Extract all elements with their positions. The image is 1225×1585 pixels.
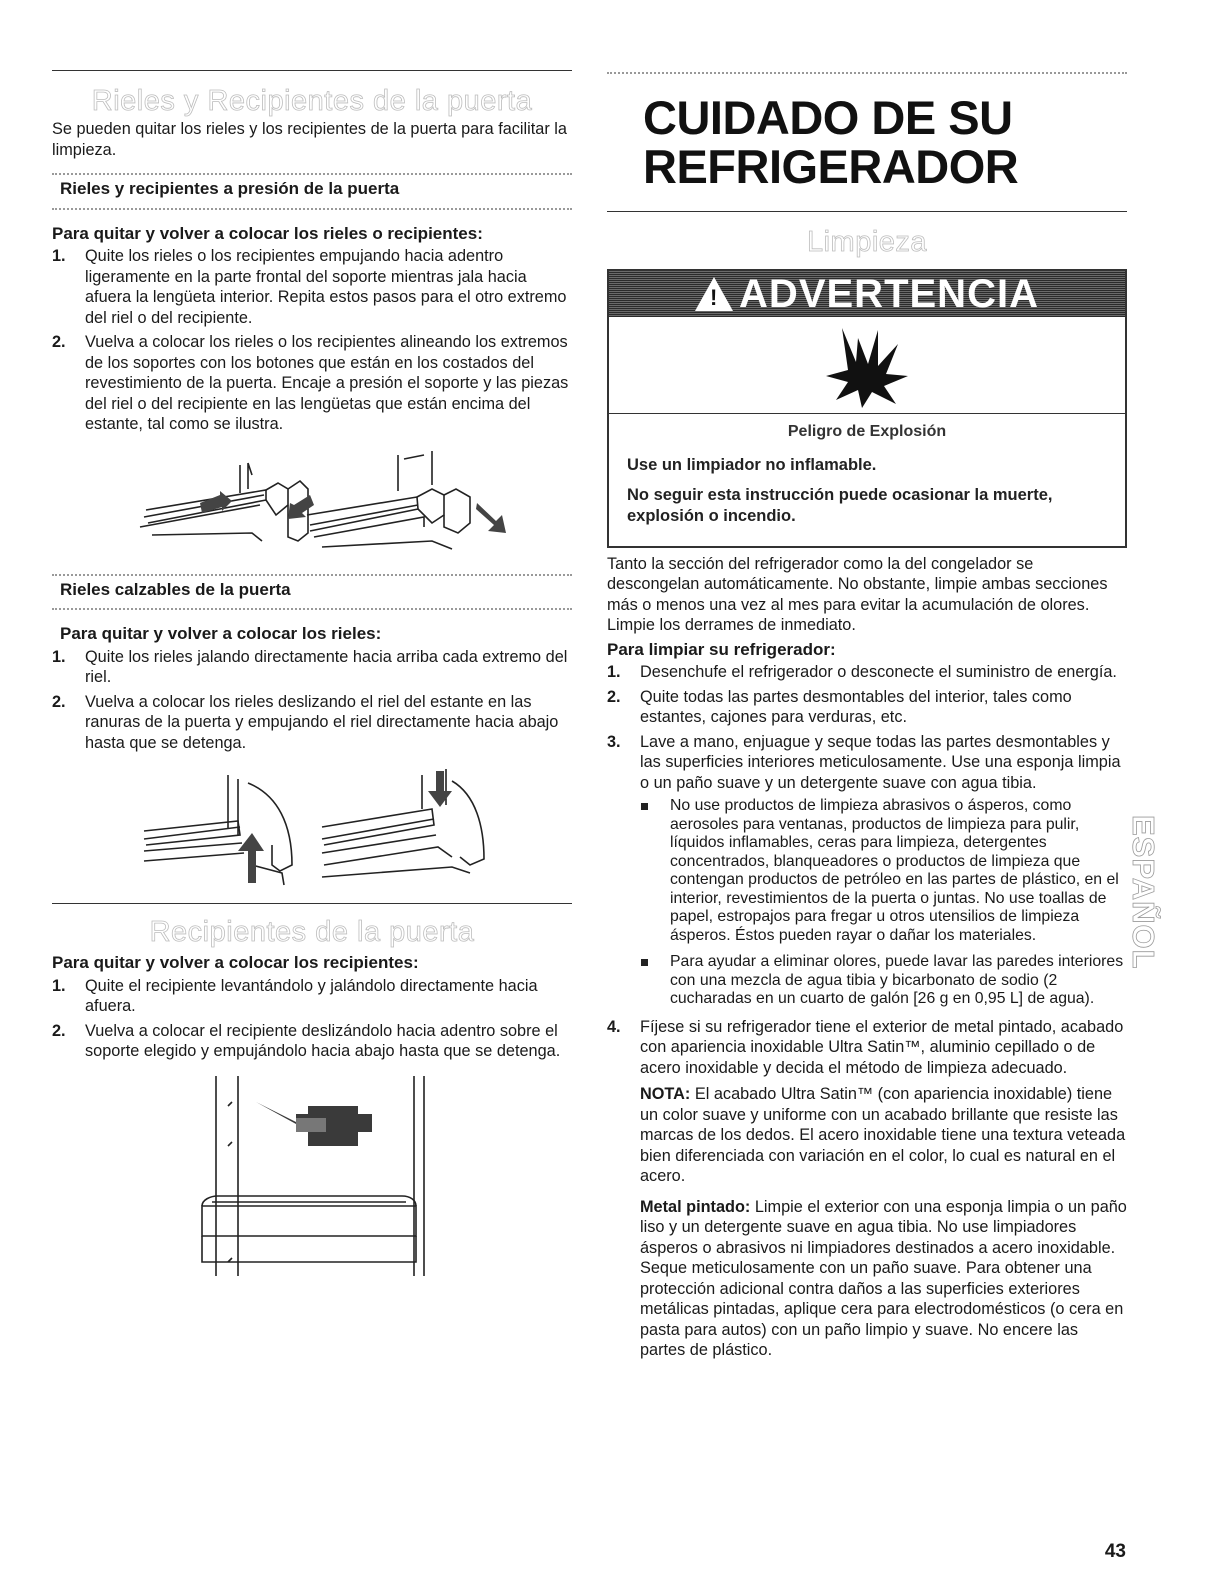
door-bins-steps	[52, 976, 572, 1062]
list-item: 1. Quite los rieles jalando directamente hacia arriba cada extremo del riel.	[52, 647, 568, 686]
list-item: 2. Vuelva a colocar los rieles o los recipientes alineando los extremos de los soportes con los botones que están en los costados del revestimiento de la puerta. Encaje a presión el soporte y las piezas del riel o del recipiente en las lengüetas que están encima del estante, tal como se ilustra.	[52, 333, 569, 433]
list-item: 1. Quite el recipiente levantándolo y jalándolo directamente hacia afuera.	[52, 976, 538, 1015]
door-rails-intro: Se pueden quitar los rieles y los recipientes de la puerta para facilitar la limpieza.	[52, 120, 567, 159]
warning-box	[607, 269, 1127, 548]
divider	[52, 574, 572, 576]
section-title-door-bins: Recipientes de la puerta	[149, 916, 475, 948]
warning-consequence: No seguir esta instrucción puede ocasionar la muerte, explosión o incendio.	[627, 485, 1053, 525]
page-title-line-2: REFRIGERADOR	[643, 140, 1019, 193]
warning-symbol-area	[609, 317, 1125, 414]
subheading-snap-rails: Rieles y recipientes a presión de la puerta	[60, 179, 400, 198]
list-item: 1. Quite los rieles o los recipientes empujando hacia adentro ligeramente en la parte frontal del soporte mientras jala hacia afuera la lengüeta interior. Repita estos pasos para el otro extremo del riel o del recipiente.	[52, 247, 567, 327]
divider	[52, 608, 572, 610]
language-side-tab	[1126, 815, 1161, 1033]
subheading-slide-rails: Rieles calzables de la puerta	[60, 579, 291, 599]
painted-metal-paragraph: Metal pintado: Limpie el exterior con una esponja limpia o un paño liso y un detergente suave en agua tibia. No use limpiadores ásperos o abrasivos ni limpiadores destinados a acero inoxidable. Seque meticulosamente con un paño suave. Para obtener una protección adicional contra daños a las superficies exteriores metálicas pintadas, aplique cera para electrodomésticos (o cera en pasta para autos) con un paño limpio y suave. No encere las partes de plástico.	[640, 1197, 1127, 1359]
divider	[52, 173, 572, 175]
section-rule	[52, 903, 572, 904]
note-label: NOTA:	[640, 1085, 691, 1103]
section-title-cleaning: Limpieza	[806, 226, 928, 258]
top-rule	[52, 70, 572, 71]
cleaning-notes	[640, 797, 1127, 1009]
section-title-door-rails: Rieles y Recipientes de la puerta	[91, 85, 533, 117]
slide-rails-instructions-heading: Para quitar y volver a colocar los rieles:	[60, 624, 382, 643]
top-dotted-rule	[607, 72, 1127, 74]
right-column	[607, 0, 1127, 1365]
warning-triangle-icon	[695, 277, 733, 311]
list-item: 2. Vuelva a colocar los rieles deslizando el riel del estante en las ranuras de la puerta y empujando el riel directamente hacia abajo hasta que se detenga.	[52, 692, 559, 752]
snap-rails-steps	[52, 246, 572, 435]
list-item: 2. Quite todas las partes desmontables del interior, tales como estantes, cajones para verduras, etc.	[607, 687, 1072, 726]
bullet-item: Para ayudar a eliminar olores, puede lavar las paredes interiores con una mezcla de agua tibia y bicarbonato de sodio (2 cucharadas en un cuarto de galón [26 g en 0,95 L] de agua).	[640, 953, 1127, 1009]
page-title-line-1: CUIDADO DE SU	[643, 91, 1013, 144]
door-bin-illustration	[52, 1076, 572, 1286]
explosion-icon	[812, 320, 922, 410]
note-paragraph: NOTA: El acabado Ultra Satin™ (con apariencia inoxidable) tiene un color suave y uniforme con un acabado brillante que resiste las marcas de los dedos. El acero inoxidable tiene una textura veteada bien diferenciada con variación en el color, lo cual es natural en el acero.	[640, 1085, 1126, 1185]
warning-header	[609, 271, 1125, 317]
divider	[52, 208, 572, 210]
left-column	[52, 0, 572, 1286]
hazard-type: Peligro de Explosión	[787, 423, 947, 440]
snap-rail-illustration	[52, 445, 572, 560]
list-item: 3. Lave a mano, enjuague y seque todas las partes desmontables y las superficies interiores meticulosamente. Use una esponja limpia o un paño suave y un detergente suave con agua tibia. No use productos de limpieza abrasivos o ásperos, como aerosoles para ventanas, productos de limpieza para pulir, líquidos inflamables, ceras para limpieza, detergentes concentrados, blanqueadores o productos de limpieza que contengan productos de petróleo en las partes de plástico, en el interior, revestimientos de la puerta o juntas. No use toallas de papel, estropajos para fregar u otros utensilios de limpieza ásperos. Éstos pueden rayar o dañar los materiales. Para ayudar a eliminar olores, puede lavar las paredes interiores con una mezcla de agua tibia y bicarbonato de sodio (2 cucharadas en un cuarto de galón [26 g en 0,95 L] de agua).	[607, 732, 1127, 1009]
warning-instruction: Use un limpiador no inflamable.	[627, 455, 877, 474]
list-item: 4. Fíjese si su refrigerador tiene el exterior de metal pintado, acabado con apariencia inoxidable Ultra Satin™, aluminio cepillado o de acero inoxidable y decida el método de limpieza adecuado. NOTA: El acabado Ultra Satin™ (con apariencia inoxidable) tiene un color suave y uniforme con un acabado brillante que resiste las marcas de los dedos. El acero inoxidable tiene una textura veteada bien diferenciada con variación en el color, lo cual es natural en el acero. Metal pintado: Limpie el exterior con una esponja limpia o un paño liso y un detergente suave en agua tibia. No use limpiadores ásperos o abrasivos ni limpiadores destinados a acero inoxidable. Seque meticulosamente con un paño suave. Para obtener una protección adicional contra daños a las superficies exteriores metálicas pintadas, aplique cera para electrodomésticos (o cera en pasta para autos) con un paño limpio y suave. No encere las partes de plástico.	[607, 1017, 1127, 1359]
language-tab-label	[1126, 815, 1161, 1033]
list-item: 2. Vuelva a colocar el recipiente deslizándolo hacia adentro sobre el soporte elegido y empujándolo hacia abajo hasta que se detenga.	[52, 1021, 561, 1060]
slide-rails-steps	[52, 647, 572, 754]
slide-rail-illustration	[52, 765, 572, 891]
title-rule	[607, 211, 1127, 212]
svg-text:ESPAÑOL: ESPAÑOL	[1126, 815, 1161, 970]
painted-metal-label: Metal pintado:	[640, 1197, 751, 1216]
bullet-item: No use productos de limpieza abrasivos o ásperos, como aerosoles para ventanas, productos de limpieza para pulir, líquidos inflamables, ceras para limpieza, detergentes concentrados, blanqueadores o productos de limpieza que contengan productos de petróleo en las partes de plástico, en el interior, revestimientos de la puerta o juntas. No use toallas de papel, estropajos para fregar u otros utensilios de limpieza ásperos. Éstos pueden rayar o dañar los materiales.	[640, 797, 1127, 945]
cleaning-intro: Tanto la sección del refrigerador como la del congelador se descongelan automáticamente. No obstante, limpie ambas secciones más o menos una vez al mes para evitar la acumulación de olores. Limpie los derrames de inmediato.	[607, 554, 1108, 634]
list-item: 1. Desenchufe el refrigerador o desconecte el suministro de energía.	[607, 663, 1117, 681]
warning-body	[609, 414, 1125, 546]
cleaning-steps	[607, 662, 1127, 1361]
cleaning-instructions-heading: Para limpiar su refrigerador:	[607, 639, 836, 659]
page-number: 43	[1104, 1541, 1126, 1562]
snap-rails-instructions-heading: Para quitar y volver a colocar los rieles o recipientes:	[52, 223, 483, 243]
warning-label: ADVERTENCIA	[739, 271, 1039, 316]
door-bins-instructions-heading: Para quitar y volver a colocar los recipientes:	[52, 953, 419, 972]
